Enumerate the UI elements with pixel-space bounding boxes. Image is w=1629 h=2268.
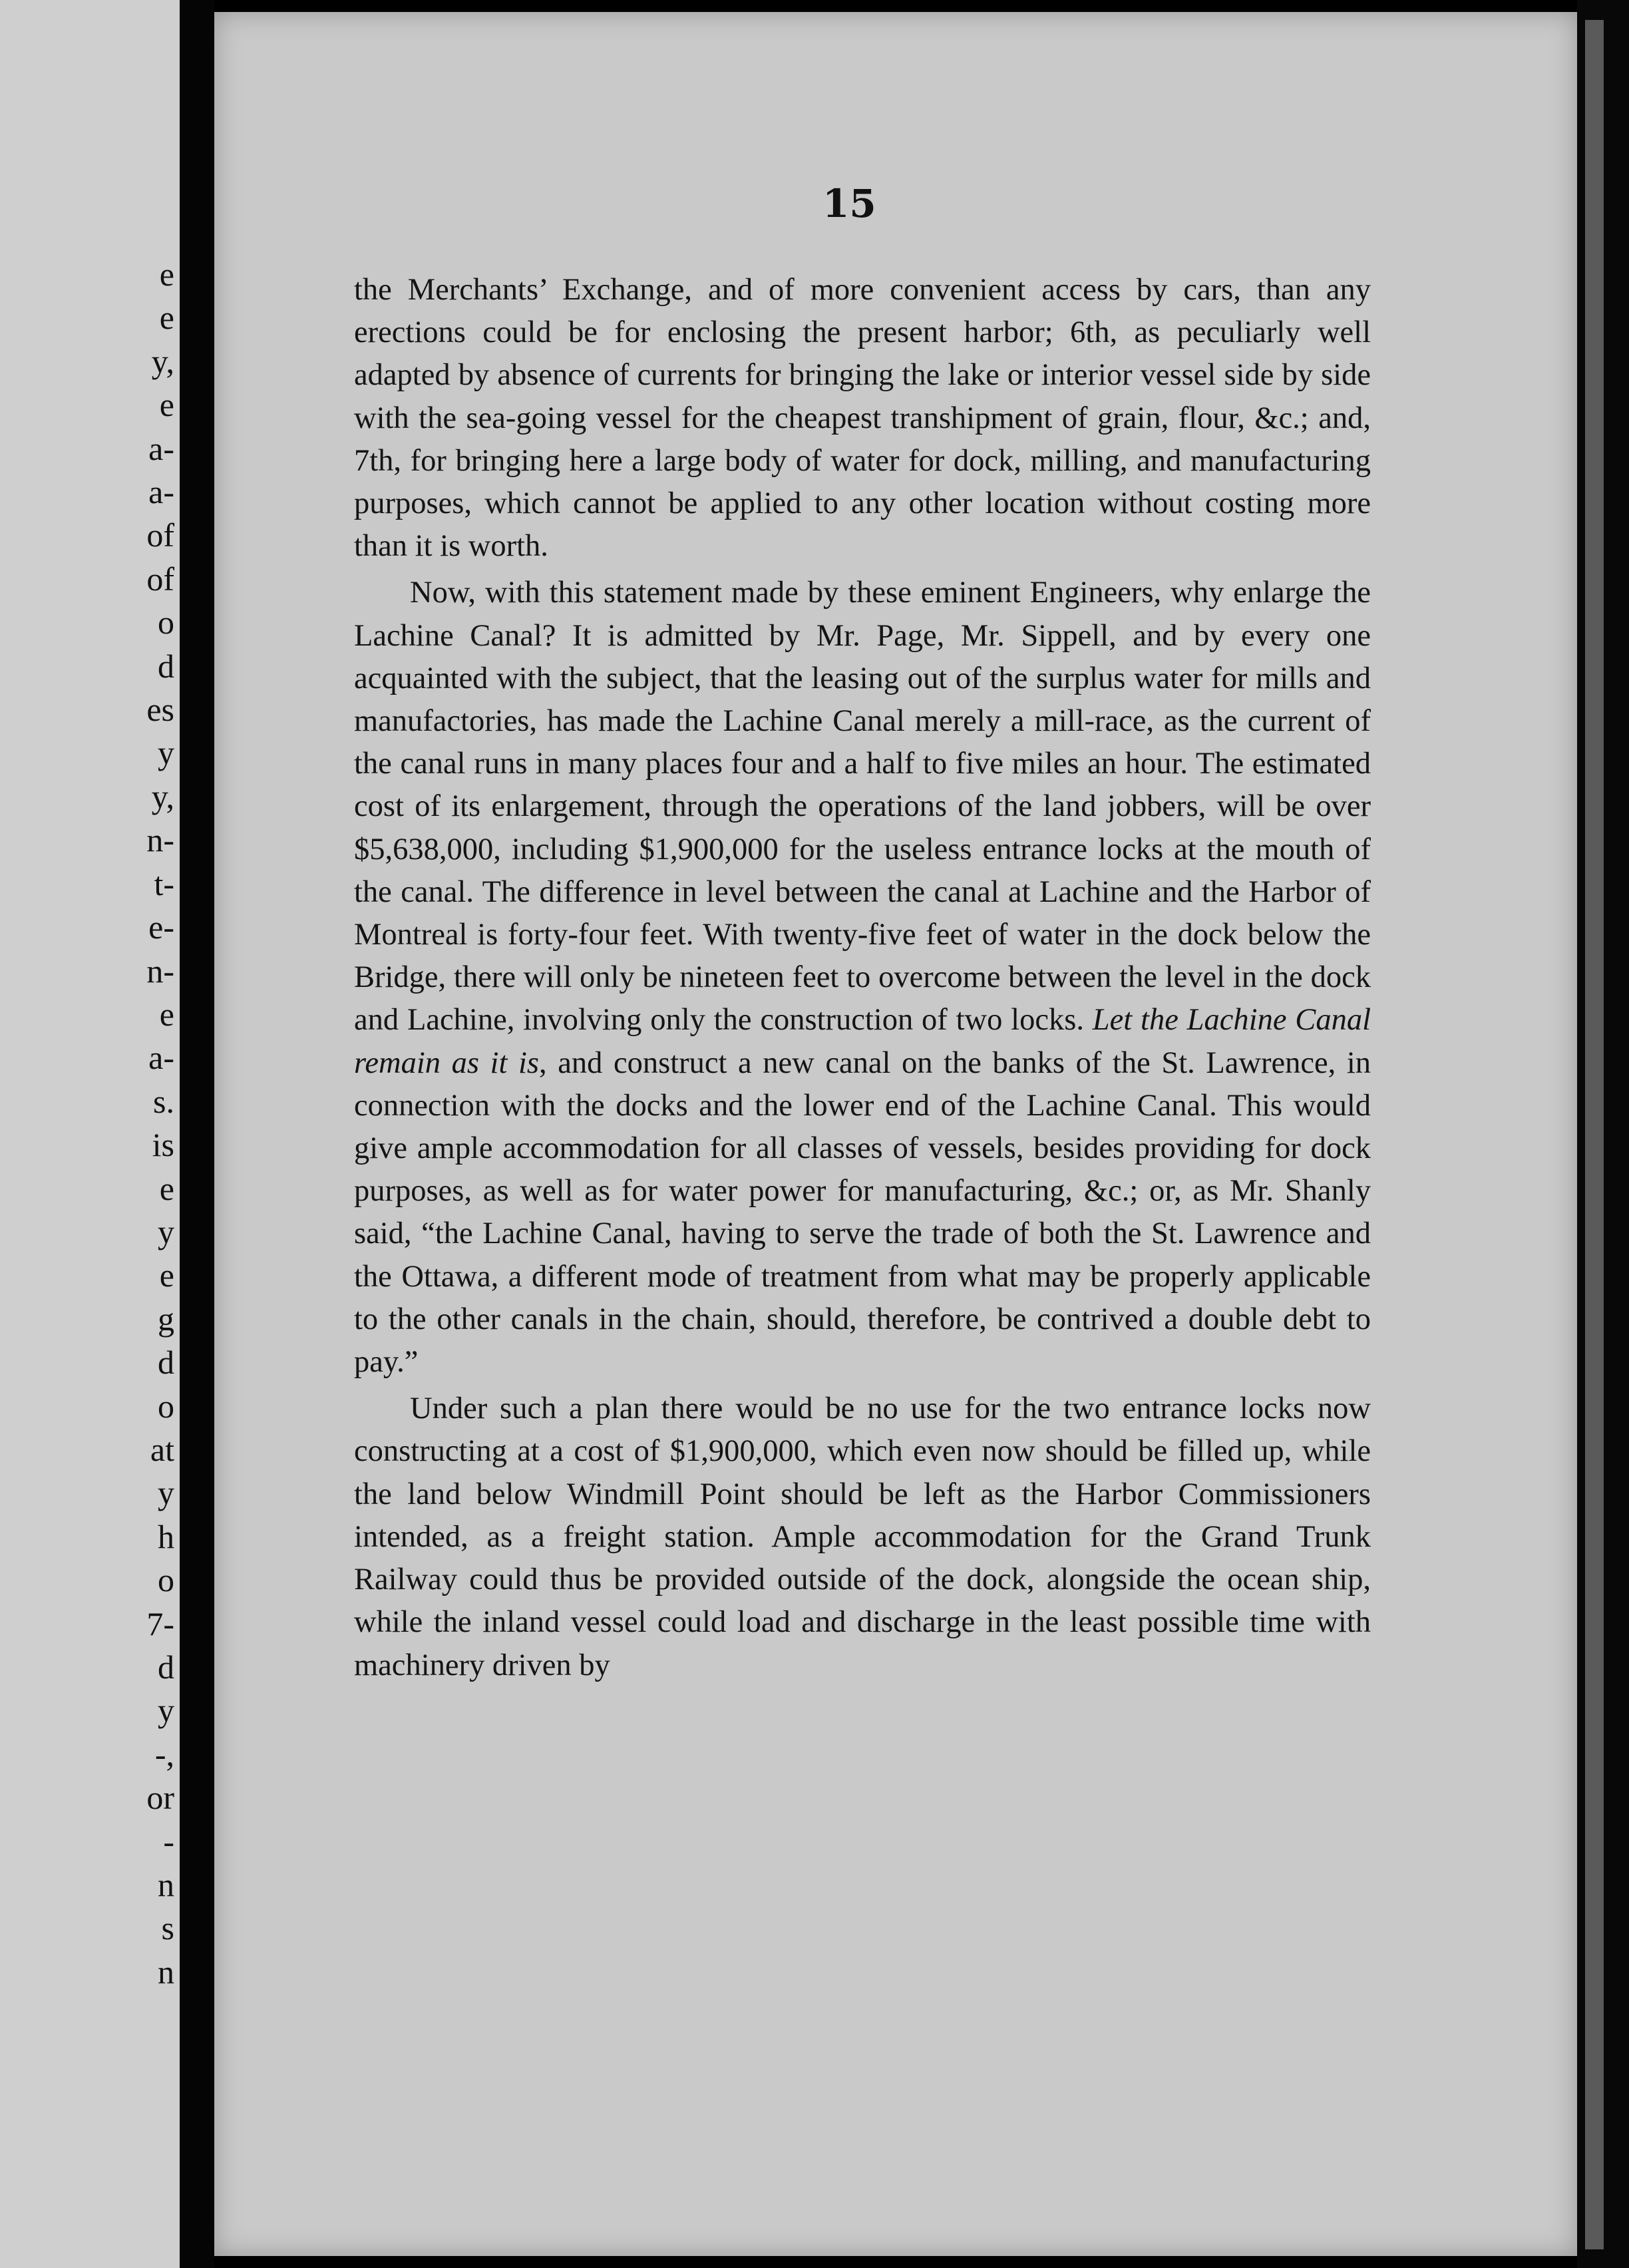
previous-page-fragment: s [161,1909,174,1947]
previous-page-fragment: e [159,299,174,337]
text-run: the Merchants’ Exchange, and of more convenient access by cars, than any erections could be for enclosing the present harbor; 6th, as peculiarly well adapted by absence of currents for bringing the lake or interior vessel side by side with the sea-going vessel for the cheapest transhipment of grain, flour, &c.; and, 7th, for bringing here a large body of water for dock, milling, and manufacturing purposes, which cannot be applied to any other location without costing more than it is worth. [354,273,1371,564]
previous-page-fragment: of [146,516,174,554]
previous-page-fragment: d [158,647,174,685]
previous-page-fragment: is [152,1126,174,1164]
previous-page-fragment: n- [146,821,174,859]
italic-text: Let the Lachine Canal remain as it is [354,1003,1371,1080]
paragraph [354,572,1371,1384]
previous-page-fragment: y, [151,342,174,380]
previous-page-fragment: h [158,1517,174,1555]
text-run: , and construct a new canal on the banks of the St. Lawrence, in connection with the docks and the lower end of the Lachine Canal. This would give ample accommodation for all classes of vessels, besides providing for dock purposes, as well as for water power for manufacturing, &c.; or, as Mr. Shanly said, “the Lachine Canal, having to serve the trade of both the St. Lawrence and the Ottawa, a different mode of treatment from what may be properly applicable to the other canals in the chain, should, therefore, be contrived a double debt to pay.” [354,1045,1371,1380]
previous-page-fragment: e [159,386,174,424]
previous-page-fragment: -, [154,1735,174,1773]
previous-page-fragment: y [158,1213,174,1250]
previous-page-fragment: n [158,1866,174,1904]
paragraph [354,1388,1371,1686]
previous-page-fragment: o [158,604,174,642]
previous-page-fragment: at [150,1430,174,1468]
previous-page-fragment: y [158,1474,174,1512]
previous-page-fragment: d [158,1648,174,1686]
previous-page-fragment: a- [148,1039,174,1077]
previous-page-fragment: o [158,1561,174,1599]
previous-page-fragment: t- [154,864,174,902]
previous-page-fragment: - [163,1822,174,1860]
paragraph [354,269,1371,568]
text-run: Under such a plan there would be no use for the two entrance locks now constructing at a cost of $1,900,000, which even now should be filled up, while the land below Windmill Point should be left as the Harbor Commissioners intended, as a freight station. Ample accommodation for the Grand Trunk Railway could thus be provided outside of the dock, alongside the ocean ship, while the inland vessel could load and discharge in the least possible time with machinery driven by [354,1392,1371,1682]
text-run: Now, with this statement made by these eminent Engineers, why enlarge the Lachine Canal? It is admitted by Mr. Page, Mr. Sippell, and by every one acquainted with the subject, that the leasing out of the surplus water for mills and manufactories, has made the Lachine Canal merely a mill-race, as the current of the canal runs in many places four and a half to five miles an hour. The estimated cost of its enlargement, through the operations of the land jobbers, will be over $5,638,000, including $1,900,000 for the useless entrance locks at the mouth of the canal. The difference in level between the canal at Lachine and the Harbor of Montreal is forty-four feet. With twenty-five feet of water in the dock below the Bridge, there will only be nineteen feet to overcome between the level in the dock and Lachine, involving only the construction of two locks. [354,576,1371,1038]
previous-page-fragment: 7- [146,1605,174,1642]
previous-page-fragment: y [158,1692,174,1730]
previous-page-fragment: d [158,1344,174,1382]
body-text [354,269,1371,1687]
previous-page-fragment: e [159,256,174,293]
previous-page-fragment: s. [153,1082,174,1120]
book-gutter [180,0,214,2268]
previous-page-fragment: n [158,1953,174,1990]
previous-page-fragment: a- [148,473,174,511]
previous-page-fragment: e- [148,908,174,946]
page-number: 15 [822,181,876,226]
previous-page-fragment: g [158,1300,174,1338]
previous-page-fragment: es [146,691,174,729]
previous-page-fragment: n- [146,952,174,990]
previous-page-edge [0,0,180,2268]
previous-page-fragment: y, [151,777,174,815]
previous-page-fragment: of [146,560,174,598]
previous-page-text-fragments [134,253,174,1994]
page-edge-strip [1585,20,1604,2249]
previous-page-fragment: e [159,1169,174,1207]
previous-page-fragment: a- [148,429,174,467]
previous-page-fragment: e [159,995,174,1033]
previous-page-fragment: o [158,1387,174,1425]
previous-page-fragment: or [146,1779,174,1817]
previous-page-fragment: y [158,734,174,772]
previous-page-fragment: e [159,1256,174,1294]
